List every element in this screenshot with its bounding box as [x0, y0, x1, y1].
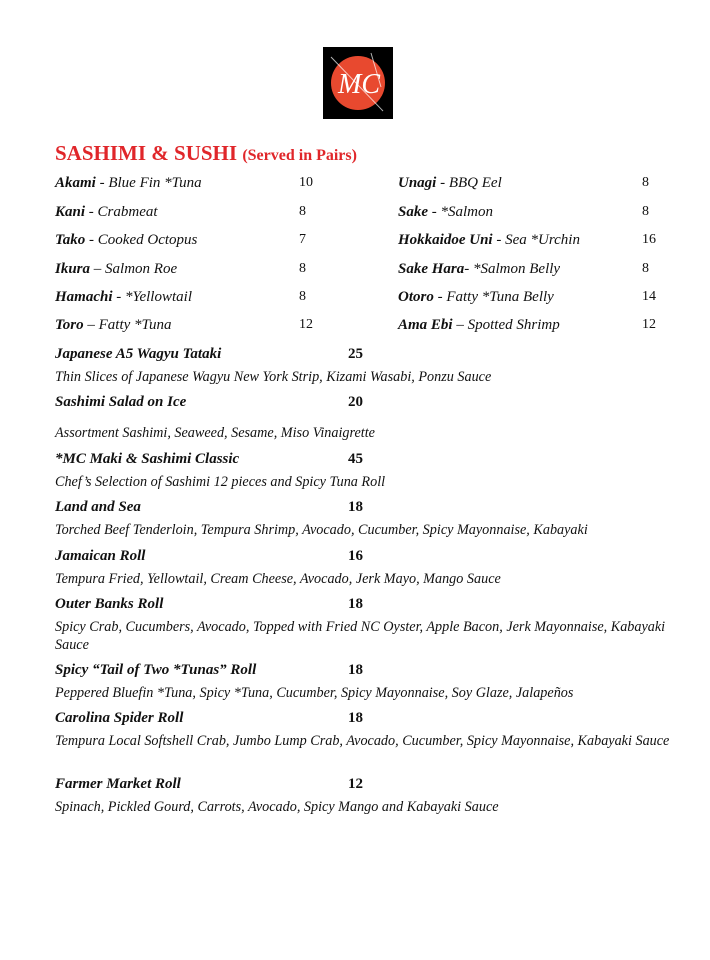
menu-item — [55, 662, 700, 702]
menu-item-header — [55, 394, 700, 414]
item-price: 12 — [299, 317, 313, 332]
item-description: Fatty *Tuna — [98, 317, 172, 333]
menu-item-name: *MC Maki & Sashimi Classic — [55, 451, 240, 467]
item-name: Akami — [55, 175, 96, 191]
menu-item-name: Sashimi Salad on Ice — [55, 394, 187, 410]
menu-item — [55, 451, 700, 491]
item-price: 8 — [642, 204, 649, 219]
menu-item-name: Land and Sea — [55, 499, 141, 515]
item-name: Hokkaidoe Uni — [398, 232, 493, 248]
menu-item-price: 18 — [348, 499, 363, 515]
menu-item — [55, 596, 700, 654]
menu-item-description: Spinach, Pickled Gourd, Carrots, Avocado, Spicy Mango and Kabayaki Sauce — [55, 799, 499, 815]
menu-item-header — [55, 346, 700, 366]
item-name: Sake — [398, 204, 428, 220]
item-name: Ama Ebi — [398, 317, 453, 333]
pairs_left-item — [55, 232, 325, 252]
item-name: Hamachi — [55, 289, 113, 305]
section-title-main: SASHIMI & SUSHI — [55, 141, 238, 165]
pairs_left-item — [55, 317, 325, 337]
item-name: Ikura — [55, 261, 91, 277]
menu-item-description: Peppered Bluefin *Tuna, Spicy *Tuna, Cucumber, Spicy Mayonnaise, Soy Glaze, Jalapeños — [55, 685, 574, 701]
menu-item-name: Spicy “Tail of Two *Tunas” Roll — [55, 662, 257, 678]
item-separator: - — [464, 261, 474, 277]
pairs_right-item — [398, 261, 668, 281]
item-description: Fatty *Tuna Belly — [446, 289, 554, 305]
item-separator: - — [492, 232, 506, 248]
item-description: Spotted Shrimp — [467, 317, 560, 333]
section-title-sub: (Served in Pairs) — [242, 147, 357, 164]
item-price: 8 — [299, 261, 306, 276]
pairs_left-item — [55, 204, 325, 224]
menu-item — [55, 548, 700, 588]
item-separator: - — [433, 289, 447, 305]
menu-item-price: 18 — [348, 662, 363, 678]
item-price: 8 — [642, 261, 649, 276]
item-separator: - — [112, 289, 126, 305]
item-separator: - — [436, 175, 449, 191]
menu-item-description: Thin Slices of Japanese Wagyu New York Strip, Kizami Wasabi, Ponzu Sauce — [55, 369, 492, 385]
item-separator: – — [83, 317, 99, 333]
pairs_left-item — [55, 289, 325, 309]
item-description: Sea *Urchin — [505, 232, 580, 248]
menu-item-header — [55, 499, 700, 519]
menu-item-header — [55, 776, 700, 796]
pairs_left-item — [55, 261, 325, 281]
item-price: 7 — [299, 232, 306, 247]
item-name: Kani — [55, 204, 86, 220]
item-name: Toro — [55, 317, 84, 333]
restaurant-logo — [323, 47, 393, 119]
menu-item — [55, 499, 700, 539]
pairs_right-item — [398, 232, 668, 252]
item-description: *Salmon — [440, 204, 493, 220]
menu-item-header — [55, 662, 700, 682]
menu-item — [55, 394, 700, 442]
item-description: Cooked Octopus — [97, 232, 198, 248]
menu-item-description: Tempura Local Softshell Crab, Jumbo Lump Crab, Avocado, Cucumber, Spicy Mayonnaise, Kabayaki Sauce — [55, 733, 670, 749]
menu-item-header — [55, 451, 700, 471]
pairs_left-item — [55, 175, 325, 195]
menu-item-price: 45 — [348, 451, 363, 467]
item-description: BBQ Eel — [448, 175, 502, 191]
pairs_right-item — [398, 204, 668, 224]
menu-item-name: Japanese A5 Wagyu Tataki — [55, 346, 222, 362]
menu-item-price: 18 — [348, 596, 363, 612]
menu-item-header — [55, 548, 700, 568]
section-title — [55, 141, 357, 166]
item-description: Blue Fin *Tuna — [108, 175, 202, 191]
item-price: 16 — [642, 232, 656, 247]
pairs_right-item — [398, 317, 668, 337]
item-separator: – — [90, 261, 106, 277]
menu-item-name: Jamaican Roll — [55, 548, 146, 564]
item-separator: – — [452, 317, 468, 333]
item-description: *Yellowtail — [125, 289, 192, 305]
menu-item-description: Tempura Fried, Yellowtail, Cream Cheese, Avocado, Jerk Mayo, Mango Sauce — [55, 571, 501, 587]
menu-item — [55, 776, 700, 816]
item-price: 12 — [642, 317, 656, 332]
item-price: 14 — [642, 289, 656, 304]
menu-item-header — [55, 710, 700, 730]
item-name: Sake Hara — [398, 261, 465, 277]
menu-item — [55, 346, 700, 386]
item-separator: - — [85, 204, 98, 220]
menu-item-price: 25 — [348, 346, 363, 362]
item-name: Unagi — [398, 175, 437, 191]
item-separator: - — [95, 175, 109, 191]
logo-text: MC — [338, 69, 380, 100]
menu-item-name: Outer Banks Roll — [55, 596, 164, 612]
menu-item-header — [55, 596, 700, 616]
menu-item-description: Spicy Crab, Cucumbers, Avocado, Topped with Fried NC Oyster, Apple Bacon, Jerk Mayonnaise, Kabayaki Sauce — [55, 619, 666, 653]
menu-item-description: Torched Beef Tenderloin, Tempura Shrimp, Avocado, Cucumber, Spicy Mayonnaise, Kabayaki — [55, 522, 588, 538]
item-price: 8 — [299, 289, 306, 304]
item-name: Otoro — [398, 289, 434, 305]
item-description: *Salmon Belly — [473, 261, 561, 277]
menu-item-description: Chef’s Selection of Sashimi 12 pieces and Spicy Tuna Roll — [55, 474, 386, 490]
item-price: 10 — [299, 175, 313, 190]
item-price: 8 — [642, 175, 649, 190]
menu-item-price: 18 — [348, 710, 363, 726]
menu-item-name: Farmer Market Roll — [55, 776, 181, 792]
item-price: 8 — [299, 204, 306, 219]
menu-item-description: Assortment Sashimi, Seaweed, Sesame, Miso Vinaigrette — [55, 425, 375, 441]
item-description: Salmon Roe — [105, 261, 178, 277]
item-separator: - — [428, 204, 441, 220]
menu-item-price: 20 — [348, 394, 363, 410]
menu-item-name: Carolina Spider Roll — [55, 710, 184, 726]
menu-item — [55, 710, 700, 750]
menu-item-price: 12 — [348, 776, 363, 792]
item-separator: - — [85, 232, 98, 248]
pairs_right-item — [398, 175, 668, 195]
menu-item-price: 16 — [348, 548, 363, 564]
item-description: Crabmeat — [97, 204, 158, 220]
logo-mark-icon — [323, 47, 393, 119]
pairs_right-item — [398, 289, 668, 309]
item-name: Tako — [55, 232, 86, 248]
